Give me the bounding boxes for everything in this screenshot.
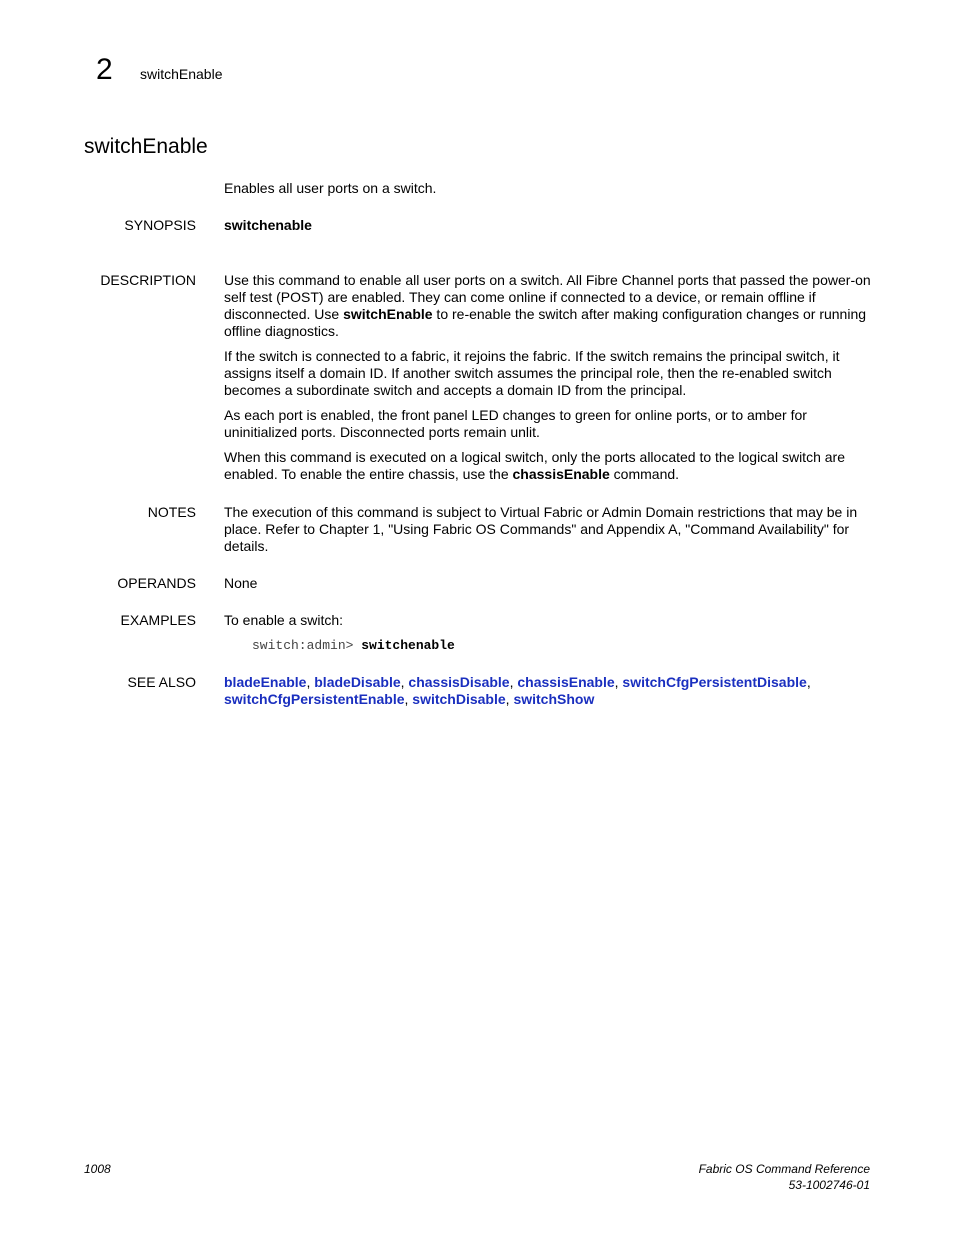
see-also-link-switchdisable[interactable]: switchDisable — [412, 691, 506, 707]
see-also-label: SEE ALSO — [127, 674, 196, 690]
description-body — [224, 272, 872, 483]
running-head: switchEnable — [140, 66, 223, 82]
page-number: 1008 — [84, 1162, 111, 1176]
summary: Enables all user ports on a switch. — [224, 180, 437, 196]
footer-doc-number: 53-1002746-01 — [788, 1178, 870, 1192]
synopsis-command: switchenable — [224, 217, 312, 233]
examples-label: EXAMPLES — [120, 612, 196, 628]
description-label: DESCRIPTION — [100, 272, 196, 288]
see-also-link-switchcfgpersistentdisable[interactable]: switchCfgPersistentDisable — [622, 674, 807, 690]
page-title: switchEnable — [84, 135, 208, 158]
synopsis-label: SYNOPSIS — [124, 217, 196, 233]
description-paragraph: When this command is executed on a logical switch, only the ports allocated to the logical switch are enabled. To enable the entire chassis, use the chassisEnable command. — [224, 449, 845, 482]
footer-doc-title: Fabric OS Command Reference — [698, 1162, 870, 1176]
operands-label: OPERANDS — [117, 575, 196, 591]
description-paragraph: If the switch is connected to a fabric, it rejoins the fabric. If the switch remains the principal switch, it assigns itself a domain ID. If another switch assumes the principal role, then the re-enabled switch becomes a subordinate switch and accepts a domain ID from the principal. — [224, 348, 840, 398]
description-paragraph: As each port is enabled, the front panel LED changes to green for online ports, or to amber for uninitialized ports. Disconnected ports remain unlit. — [224, 407, 807, 440]
see-also-separator: , — [404, 691, 413, 707]
notes-text: The execution of this command is subject to Virtual Fabric or Admin Domain restrictions that may be in place. Refer to Chapter 1, "Using Fabric OS Commands" and Appendix A, "Command Availability" for details. — [224, 504, 858, 554]
see-also-link-switchshow[interactable]: switchShow — [513, 691, 595, 707]
see-also-link-switchcfgpersistentenable[interactable]: switchCfgPersistentEnable — [224, 691, 405, 707]
notes-label: NOTES — [147, 504, 196, 520]
see-also-separator: , — [614, 674, 623, 690]
footer-doc-info — [699, 1161, 870, 1193]
see-also-separator: , — [806, 674, 811, 690]
chapter-number: 2 — [96, 53, 113, 86]
see-also-separator: , — [400, 674, 409, 690]
see-also-link-bladeenable[interactable]: bladeEnable — [224, 674, 307, 690]
example-code: switch:admin> switchenable — [252, 638, 455, 653]
see-also-separator: , — [505, 691, 514, 707]
see-also-link-chassisdisable[interactable]: chassisDisable — [408, 674, 510, 690]
see-also-links — [224, 674, 872, 708]
see-also-separator: , — [306, 674, 315, 690]
see-also-separator: , — [509, 674, 518, 690]
see-also-link-bladedisable[interactable]: bladeDisable — [314, 674, 401, 690]
examples-intro: To enable a switch: — [224, 612, 344, 628]
operands-text: None — [224, 575, 258, 591]
see-also-link-chassisenable[interactable]: chassisEnable — [517, 674, 615, 690]
description-paragraph: Use this command to enable all user ports on a switch. All Fibre Channel ports that passed the power-on self test (POST) are enabled. They can come online if connected to a device, or remain offline if disconnected. Use switchEnable to re-enable the switch after making configuration changes or running offline diagnostics. — [224, 272, 871, 339]
